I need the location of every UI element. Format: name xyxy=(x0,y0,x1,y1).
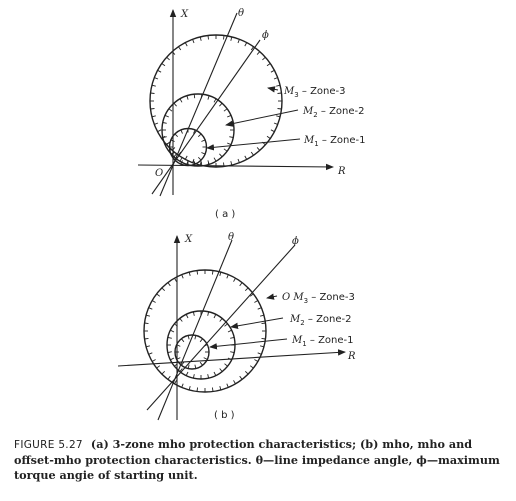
hatch-tick xyxy=(208,36,209,40)
hatch-tick xyxy=(168,337,172,338)
hatch-tick xyxy=(254,360,257,362)
x-axis-label-b: X xyxy=(185,234,193,245)
zone-1-circle-b xyxy=(175,335,209,369)
hatch-tick xyxy=(214,314,216,318)
hatch-tick xyxy=(189,272,190,276)
hatch-tick xyxy=(152,85,156,86)
hatch-tick xyxy=(227,275,229,279)
hatch-tick xyxy=(194,94,195,98)
zone-2-label-b xyxy=(289,314,352,327)
hatch-tick xyxy=(193,374,194,378)
hatch-tick xyxy=(187,96,188,100)
hatch-tick xyxy=(149,308,153,310)
hatch-tick xyxy=(262,338,266,339)
zone-1-relay-a: M xyxy=(304,135,315,146)
hatch-tick xyxy=(276,85,280,86)
hatch-tick xyxy=(260,315,264,316)
zone-3-pointer-b xyxy=(267,296,277,298)
hatch-tick xyxy=(240,283,242,286)
hatch-tick xyxy=(276,116,280,117)
zone-1-relay-b: M xyxy=(292,335,303,346)
panel-a xyxy=(138,8,366,220)
hatch-tick xyxy=(234,380,236,383)
hatch-tick xyxy=(258,353,262,355)
hatch-tick xyxy=(168,352,172,353)
hatch-tick xyxy=(227,143,231,145)
hatch-tick xyxy=(238,159,239,163)
hatch-tick xyxy=(208,374,209,378)
zone-2-relay-b: M xyxy=(290,314,301,325)
hatch-tick xyxy=(197,388,198,392)
hatch-tick xyxy=(158,70,162,72)
zone-1-label-a xyxy=(303,135,366,148)
hatch-tick xyxy=(224,109,227,111)
zone-1-hatch-a xyxy=(170,129,207,166)
figure-number: FIGURE 5.27 xyxy=(14,439,83,451)
hatch-tick xyxy=(162,371,165,374)
hatch-tick xyxy=(274,78,278,79)
panel-b xyxy=(118,232,356,421)
hatch-tick xyxy=(157,366,160,368)
hatch-tick xyxy=(154,123,158,124)
hatch-tick xyxy=(180,318,183,321)
hatch-tick xyxy=(175,380,177,383)
hatch-tick xyxy=(250,366,253,368)
hatch-tick xyxy=(151,93,155,94)
hatch-tick xyxy=(163,123,167,124)
hatch-tick xyxy=(251,152,253,155)
zone-2-relay-sub-a: 2 xyxy=(313,111,318,119)
phi-label-b: ϕ xyxy=(292,236,299,247)
hatch-tick xyxy=(245,43,247,47)
hatch-tick xyxy=(230,352,234,353)
hatch-tick xyxy=(208,312,209,316)
hatch-tick xyxy=(231,37,232,41)
hatch-tick xyxy=(201,140,205,142)
hatch-tick xyxy=(267,64,270,66)
hatch-tick xyxy=(186,314,188,318)
hatch-tick xyxy=(146,346,150,347)
zone-3-relay-sub-b: 3 xyxy=(303,297,309,305)
hatch-tick xyxy=(257,52,260,55)
hatch-tick xyxy=(219,103,222,106)
zone-2-pointer-b xyxy=(231,318,283,327)
hatch-tick xyxy=(214,99,216,103)
hatch-tick xyxy=(149,353,153,355)
hatch-tick xyxy=(214,158,216,162)
zone-3-relay-b: O M xyxy=(282,292,304,303)
hatch-tick xyxy=(151,109,155,110)
hatch-tick xyxy=(185,156,187,160)
zone-2-pointer-a xyxy=(226,110,298,125)
zone-1-relay-sub-a: 1 xyxy=(314,140,319,148)
zone-2-text-b: – Zone-2 xyxy=(304,314,352,325)
zone-1-pointer-a xyxy=(207,139,300,148)
hatch-tick xyxy=(181,130,183,134)
hatch-tick xyxy=(175,278,177,281)
zone-3-label-a xyxy=(283,86,346,99)
hatch-tick xyxy=(197,271,198,275)
zone-1-relay-sub-b: 1 xyxy=(302,340,307,348)
hatch-tick xyxy=(225,324,228,327)
hatch-tick xyxy=(227,115,231,117)
hatch-tick xyxy=(219,154,222,157)
hatch-tick xyxy=(238,39,239,43)
panel-b-sublabel: ( b ) xyxy=(214,410,235,421)
theta-label-b: θ xyxy=(228,232,235,243)
hatch-tick xyxy=(168,376,170,379)
hatch-tick xyxy=(254,301,257,303)
zone-1-pointer-b xyxy=(210,339,287,347)
zone-2-relay-sub-b: 2 xyxy=(300,319,305,327)
hatch-tick xyxy=(245,288,248,291)
hatch-tick xyxy=(152,301,155,303)
zone-1-text-b: – Zone-1 xyxy=(306,335,354,346)
hatch-tick xyxy=(262,57,265,60)
hatch-tick xyxy=(193,39,194,43)
hatch-tick xyxy=(224,163,225,167)
x-axis-label-a: X xyxy=(181,9,189,20)
zone-3-pointer-a xyxy=(268,88,278,90)
hatch-tick xyxy=(162,64,165,66)
hatch-tick xyxy=(212,271,213,275)
hatch-tick xyxy=(225,364,228,367)
zone-3-text-b: – Zone-3 xyxy=(308,292,355,303)
hatch-tick xyxy=(240,376,242,379)
hatch-tick xyxy=(145,323,149,324)
hatch-tick xyxy=(257,147,260,150)
zone-3-label-b xyxy=(282,292,355,305)
hatch-tick xyxy=(224,36,225,40)
hatch-tick xyxy=(181,339,184,342)
hatch-tick xyxy=(245,156,247,160)
hatch-tick xyxy=(208,96,209,100)
hatch-tick xyxy=(234,278,236,281)
theta-line-a xyxy=(160,13,237,196)
hatch-tick xyxy=(278,109,282,110)
zone-3-hatch-b xyxy=(144,270,266,392)
hatch-tick xyxy=(189,386,190,390)
hatch-tick xyxy=(200,37,201,41)
hatch-tick xyxy=(227,384,229,388)
hatch-tick xyxy=(179,47,181,50)
hatch-tick xyxy=(185,43,187,47)
hatch-tick xyxy=(170,330,174,332)
hatch-tick xyxy=(146,315,150,316)
hatch-tick xyxy=(224,149,227,151)
hatch-tick xyxy=(220,369,223,372)
hatch-tick xyxy=(170,358,174,360)
r-axis-label-b: R xyxy=(348,351,356,362)
hatch-tick xyxy=(271,70,275,72)
hatch-tick xyxy=(152,360,155,362)
zone-3-relay-sub-a: 3 xyxy=(294,91,299,99)
hatch-tick xyxy=(175,134,178,137)
hatch-tick xyxy=(154,78,158,79)
hatch-tick xyxy=(182,384,184,388)
hatch-tick xyxy=(168,283,170,286)
hatch-tick xyxy=(220,272,221,276)
hatch-tick xyxy=(180,99,182,103)
hatch-tick xyxy=(158,130,162,132)
caption-text: (a) 3-zone mho protection characteristics; (b) mho, mho and offset-mho protection characteristics. θ—line impedance angle, ϕ—maximum torque angie of starting unit. xyxy=(14,437,500,482)
hatch-tick xyxy=(260,346,264,347)
hatch-tick xyxy=(245,371,248,374)
hatch-tick xyxy=(230,337,234,338)
zone-2-relay-a: M xyxy=(303,106,314,117)
hatch-tick xyxy=(278,93,282,94)
r-axis-a xyxy=(138,165,333,167)
hatch-tick xyxy=(201,153,205,155)
hatch-tick xyxy=(167,57,170,60)
hatch-tick xyxy=(220,318,223,321)
theta-line-b xyxy=(158,240,232,420)
hatch-tick xyxy=(201,94,202,98)
theta-label-a: θ xyxy=(238,8,245,19)
hatch-tick xyxy=(200,362,203,365)
hatch-tick xyxy=(228,330,232,332)
hatch-tick xyxy=(271,130,275,132)
zone-2-label-a xyxy=(302,106,365,119)
hatch-tick xyxy=(201,162,202,166)
hatch-tick xyxy=(169,109,172,111)
zone-1-text-a: – Zone-1 xyxy=(318,135,366,146)
phi-line-b xyxy=(147,245,295,410)
hatch-tick xyxy=(186,372,188,376)
hatch-tick xyxy=(212,388,213,392)
hatch-tick xyxy=(198,157,201,160)
zone-2-text-a: – Zone-2 xyxy=(317,106,365,117)
hatch-tick xyxy=(214,372,216,376)
figure-caption xyxy=(14,437,510,483)
hatch-tick xyxy=(220,386,221,390)
zone-1-label-b xyxy=(291,335,354,348)
hatch-tick xyxy=(174,103,177,106)
hatch-tick xyxy=(157,294,160,296)
origin-label-a: O xyxy=(155,168,164,179)
hatch-tick xyxy=(200,339,203,342)
hatch-tick xyxy=(267,136,270,138)
hatch-tick xyxy=(198,134,201,137)
hatch-tick xyxy=(274,123,278,124)
hatch-tick xyxy=(152,116,156,117)
phi-label-a: ϕ xyxy=(262,30,269,41)
hatch-tick xyxy=(229,137,233,138)
r-axis-label-a: R xyxy=(338,166,346,177)
hatch-tick xyxy=(182,275,184,279)
panel-a-sublabel: ( a ) xyxy=(215,209,236,220)
hatch-tick xyxy=(231,161,232,165)
hatch-tick xyxy=(162,288,165,291)
hatch-tick xyxy=(165,115,169,117)
zone-3-relay-a: M xyxy=(284,86,295,97)
hatch-tick xyxy=(258,308,262,310)
hatch-tick xyxy=(145,338,149,339)
hatch-tick xyxy=(180,158,182,162)
hatch-tick xyxy=(193,312,194,316)
hatch-tick xyxy=(262,323,266,324)
zone-3-text-a: – Zone-3 xyxy=(298,86,346,97)
hatch-tick xyxy=(204,358,208,360)
